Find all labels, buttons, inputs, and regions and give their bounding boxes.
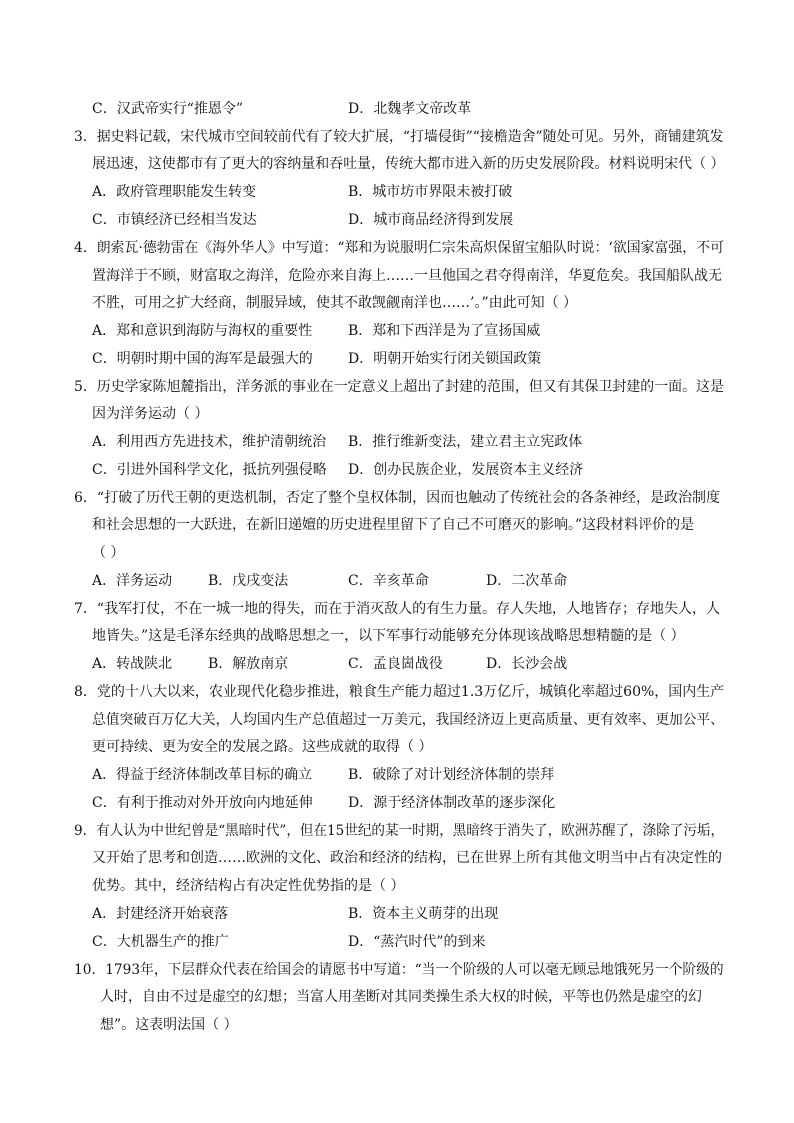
q4-stem-line-3: 不胜，可用之扩大经商，制服异域，使其不敢觊觎南洋也……’。”由此可知（ ） bbox=[92, 295, 578, 311]
q6-option-c: C．辛亥革命 bbox=[348, 573, 429, 589]
q2-option-c: C．汉武帝实行“推恩令” bbox=[92, 101, 244, 117]
q9-stem-line-1: 9．有人认为中世纪曾是“黑暗时代”，但在15世纪的某一时期，黑暗终于消失了，欧洲苏醒了，涤除了污垢， bbox=[74, 823, 725, 839]
q9-option-d: D．“蒸汽时代”的到来 bbox=[348, 934, 486, 950]
q4-option-c: C．明朝时期中国的海军是最强大的 bbox=[92, 351, 313, 367]
q5-option-b: B．推行维新变法，建立君主立宪政体 bbox=[348, 434, 583, 450]
q3-option-d: D．城市商品经济得到发展 bbox=[348, 212, 514, 228]
q5-stem-line-2: 因为洋务运动（ ） bbox=[92, 406, 209, 422]
q3-stem-line-1: 3．据史料记载，宋代城市空间较前代有了较大扩展，“打墙侵街”“接檐造舍”随处可见。另外，商铺建筑发 bbox=[74, 129, 724, 145]
q3-stem-line-2: 展迅速，这使都市有了更大的容纳量和吞吐量，传统大都市进入新的历史发展阶段。材料说明宋代（ ） bbox=[92, 156, 725, 172]
q2-option-d: D．北魏孝文帝改革 bbox=[348, 101, 472, 117]
q7-option-a: A．转战陕北 bbox=[92, 656, 173, 672]
q8-stem-line-1: 8．党的十八大以来，农业现代化稳步推进，粮食生产能力超过1.3万亿斤，城镇化率超过60%，国内生产 bbox=[74, 684, 725, 700]
q7-stem-line-1: 7．“我军打仗，不在一城一地的得失，而在于消灭敌人的有生力量。存人失地，人地皆存；存地失人，人 bbox=[74, 601, 721, 617]
q5-option-c: C．引进外国科学文化，抵抗列强侵略 bbox=[92, 462, 327, 478]
q9-option-b: B．资本主义萌芽的出现 bbox=[348, 906, 499, 922]
q5-option-a: A．利用西方先进技术，维护清朝统治 bbox=[92, 434, 327, 450]
q8-stem-line-3: 更可持续、更为安全的发展之路。这些成就的取得（ ） bbox=[92, 739, 433, 755]
q9-option-c: C．大机器生产的推广 bbox=[92, 934, 229, 950]
q8-option-d: D．源于经济体制改革的逐步深化 bbox=[348, 795, 556, 811]
q6-option-b: B．戊戌变法 bbox=[208, 573, 289, 589]
q8-option-a: A．得益于经济体制改革目标的确立 bbox=[92, 767, 313, 783]
q4-option-b: B．郑和下西洋是为了宣扬国威 bbox=[348, 323, 541, 339]
q8-stem-line-2: 总值突破百万亿大关，人均国内生产总值超过一万美元，我国经济迈上更高质量、更有效率、更加公平、 bbox=[92, 712, 725, 728]
q6-stem-line-2: 和社会思想的一大跃进，在新旧递嬗的历史进程里留下了自己不可磨灭的影响。”这段材料评价的是 bbox=[92, 517, 695, 533]
q7-option-d: D．长沙会战 bbox=[486, 656, 568, 672]
q4-option-d: D．明朝开始实行闭关锁国政策 bbox=[348, 351, 542, 367]
q4-option-a: A．郑和意识到海防与海权的重要性 bbox=[92, 323, 313, 339]
q3-option-a: A．政府管理职能发生转变 bbox=[92, 184, 257, 200]
q7-option-c: C．孟良崮战役 bbox=[348, 656, 443, 672]
q9-stem-line-2: 又开始了思考和创造……欧洲的文化、政治和经济的结构，已在世界上所有其他文明当中占有决定性的 bbox=[92, 850, 722, 866]
q6-stem-line-1: 6．“打破了历代王朝的更迭机制，否定了整个皇权体制，因而也触动了传统社会的各条神经，是政治制度 bbox=[74, 490, 721, 506]
q6-stem-line-3: （ ） bbox=[92, 545, 125, 561]
q9-option-a: A．封建经济开始衰落 bbox=[92, 906, 229, 922]
q8-option-c: C．有利于推动对外开放向内地延伸 bbox=[92, 795, 313, 811]
q10-stem-line-3: 想”。这表明法国（ ） bbox=[100, 1017, 238, 1033]
q6-option-d: D．二次革命 bbox=[486, 573, 568, 589]
q7-option-b: B．解放南京 bbox=[208, 656, 289, 672]
q4-stem-line-2: 置海洋于不顾，财富取之海洋，危险亦来自海上……一旦他国之君夺得南洋，华夏危矣。我国船队战无 bbox=[92, 268, 722, 284]
q8-option-b: B．破除了对计划经济体制的崇拜 bbox=[348, 767, 555, 783]
q3-option-c: C．市镇经济已经相当发达 bbox=[92, 212, 257, 228]
q5-stem-line-1: 5．历史学家陈旭麓指出，洋务派的事业在一定意义上超出了封建的范围，但又有其保卫封建的一面。这是 bbox=[74, 379, 724, 395]
q4-stem-line-1: 4．朗索瓦·德勃雷在《海外华人》中写道：“郑和为说服明仁宗朱高炽保留宝船队时说：‘欲国家富强，不可 bbox=[74, 240, 724, 256]
q7-stem-line-2: 地皆失。”这是毛泽东经典的战略思想之一，以下军事行动能够充分体现该战略思想精髓的是（ ） bbox=[92, 628, 685, 644]
q9-stem-line-3: 优势。其中，经济结构占有决定性优势指的是（ ） bbox=[92, 878, 405, 894]
q3-option-b: B．城市坊市界限未被打破 bbox=[348, 184, 513, 200]
q5-option-d: D．创办民族企业，发展资本主义经济 bbox=[348, 462, 584, 478]
q10-stem-line-2: 人时，自由不过是虚空的幻想；当富人用垄断对其同类操生杀大权的时候，平等也仍然是虚空的幻 bbox=[100, 989, 702, 1005]
q10-stem-line-1: 10．1793年，下层群众代表在给国会的请愿书中写道：“当一个阶级的人可以毫无顾忌地饿死另一个阶级的 bbox=[74, 962, 724, 978]
q6-option-a: A．洋务运动 bbox=[92, 573, 173, 589]
